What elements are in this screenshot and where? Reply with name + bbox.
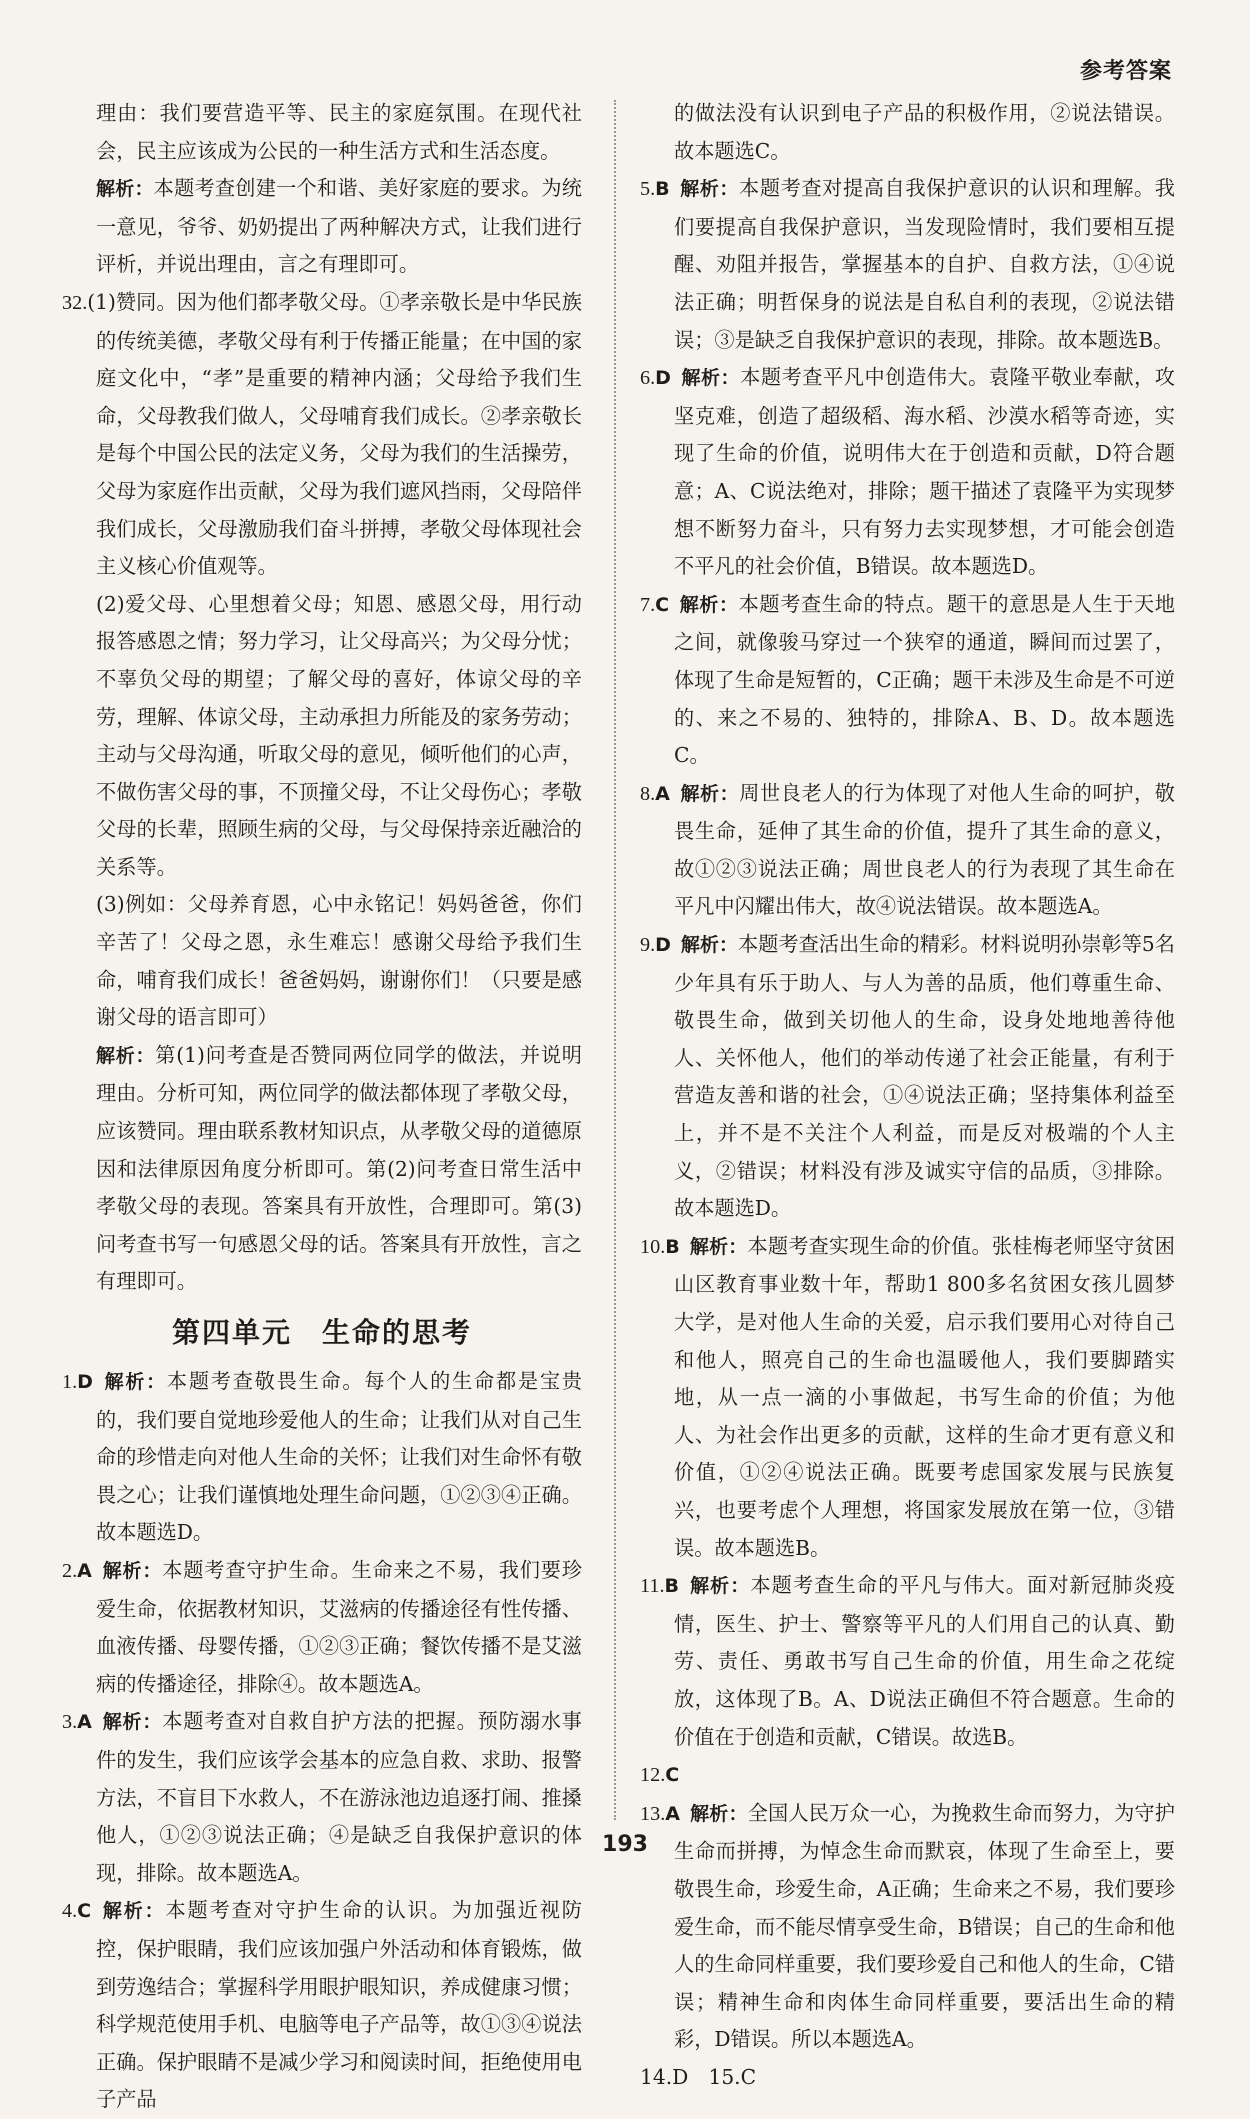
analysis-label: 解析： — [96, 178, 154, 201]
analysis-label: 解析： — [689, 1802, 748, 1825]
item-text: 本题考查对提高自我保护意识的认识和理解。我们要提高自我保护意识，当发现险情时，我们要相互提醒、劝阻并报告，掌握基本的自护、自救方法，①④说法正确；明哲保身的说法是自私自利的表现，②说法错误；③是缺乏自我保护意识的表现，排除。故本题选B。 — [674, 176, 1175, 352]
paragraph-reason: 理由：我们要营造平等、民主的家庭氛围。在现代社会，民主应该成为公民的一种生活方式和生活态度。 — [96, 101, 582, 163]
item-text: 本题考查对守护生命的认识。为加强近视防控，保护眼睛，我们应该加强户外活动和体育锻炼，做到劳逸结合；掌握科学用眼护眼知识，养成健康习惯；科学规范使用手机、电脑等电子产品等，故①③④说法正确。保护眼睛不是减少学习和阅读时间，拒绝使用电子产品 — [96, 1898, 582, 2112]
question-32-part2: (2)爱父母、心里想着父母；知恩、感恩父母，用行动报答感恩之情；努力学习，让父母高兴；为父母分忧；不辜负父母的期望；了解父母的喜好，体谅父母的辛劳，理解、体谅父母，主动承担力所能及的家务劳动；主动与父母沟通，听取父母的意见，倾听他们的心声，不做伤害父母的事，不顶撞父母，不让父母伤心；孝敬父母的长辈，照顾生病的父母，与父母保持亲近融洽的关系等。 — [96, 591, 582, 879]
answer-item — [640, 359, 1175, 586]
item-text: 本题考查实现生命的价值。张桂梅老师坚守贫困山区教育事业数十年，帮助1 800多名贫困女孩儿圆梦大学，是对他人生命的关爱，启示我们要用心对待自己和他人，照亮自己的生命也温暖他人，我们要脚踏实地，从一点一滴的小事做起，书写生命的价值；为他人、为社会作出更多的贡献，这样的生命才更有意义和价值，①②④说法正确。既要考虑国家发展与民族复兴，也要考虑个人理想，将国家发展放在第一位，③错误。故本题选B。 — [674, 1233, 1175, 1560]
item-number: 8. — [640, 782, 656, 805]
item-number: 4. — [62, 1900, 78, 1923]
item-text: 本题考查对自救自护方法的把握。预防溺水事件的发生，我们应该学会基本的应急自救、求助、报警方法，不盲目下水救人，不在游泳池边追逐打闹、推搡他人，①②③说法正确；④是缺乏自我保护意识的体现，排除。故本题选A。 — [96, 1709, 582, 1885]
item-answer: B — [655, 178, 670, 201]
analysis-label: 解析： — [680, 367, 741, 390]
item-text: 本题考查守护生命。生命来之不易，我们要珍爱生命，依据教材知识，艾滋病的传播途径有性传播、血液传播、母婴传播，①②③正确；餐饮传播不是艾滋病的传播途径，排除④。故本题选A。 — [96, 1557, 582, 1696]
column-divider — [614, 100, 616, 1820]
item-answer: A — [77, 1711, 92, 1734]
analysis-label: 解析： — [689, 1235, 748, 1258]
item-number: 9. — [640, 934, 656, 957]
item-answer: B — [665, 1235, 680, 1258]
section-title: 第四单元 生命的思考 — [171, 1316, 472, 1349]
analysis-label: 解析： — [679, 178, 740, 201]
analysis-label: 解析： — [101, 1711, 163, 1734]
item-number: 12. — [640, 1764, 666, 1787]
item-number: 2. — [62, 1559, 78, 1582]
question-32-analysis — [62, 1037, 582, 1301]
item-answer: C — [77, 1900, 92, 1923]
analysis-text: 本题考查创建一个和谐、美好家庭的要求。为统一意见，爷爷、奶奶提出了两种解决方式，让我们进行评析，并说出理由，言之有理即可。 — [96, 176, 582, 277]
question-text: (1)赞同。因为他们都孝敬父母。①孝亲敬长是中华民族的传统美德，孝敬父母有利于传播正能量；在中国的家庭文化中，“孝”是重要的精神内涵；父母给予我们生命，父母教我们做人，父母哺育我们成长。②孝亲敬长是每个中国公民的法定义务，父母为我们的生活操劳，父母为家庭作出贡献，父母为我们遮风挡雨，父母陪伴我们成长，父母激励我们奋斗拼搏，孝敬父母体现社会主义核心价值观等。 — [87, 289, 582, 579]
item-number: 1. — [62, 1371, 78, 1393]
item-answer: D — [655, 367, 671, 390]
item-number: 6. — [640, 367, 656, 390]
answer-item — [62, 1552, 582, 1703]
right-column — [640, 95, 1175, 2096]
paragraph-analysis-31 — [62, 170, 582, 284]
item-text: 周世良老人的行为体现了对他人生命的呵护，敬畏生命，延伸了其生命的价值，提升了其生命的意义，故①②③说法正确；周世良老人的行为表现了其生命在平凡中闪耀出伟大，故④说法错误。故本题选A。 — [674, 780, 1175, 919]
item-text: 全国人民万众一心，为挽救生命而努力，为守护生命而拼搏，为悼念生命而默哀，体现了生命至上，要敬畏生命，珍爱生命，A正确；生命来之不易，我们要珍爱生命，而不能尽情享受生命，B错误；自己的生命和他人的生命同样重要，我们要珍爱自己和他人的生命，C错误；精神生命和肉体生命同样重要，要活出生命的精彩，D错误。所以本题选A。 — [674, 1800, 1175, 2052]
item-answer: B — [664, 1575, 679, 1598]
left-answer-list — [62, 1363, 582, 2119]
item-text: 本题考查生命的特点。题干的意思是人生于天地之间，就像骏马穿过一个狭窄的通道，瞬间而过罢了，体现了生命是短暂的，C正确；题干未涉及生命是不可逆的、来之不易的、独特的，排除A、B、D。故本题选C。 — [674, 591, 1175, 768]
header-title: 参考答案 — [1079, 59, 1172, 84]
analysis-label: 解析： — [101, 1559, 163, 1582]
item-answer: D — [655, 934, 671, 957]
answer-item — [62, 1892, 582, 2119]
analysis-label: 解析： — [679, 593, 739, 616]
question-32-part3: (3)例如：父母养育恩，心中永铭记！妈妈爸爸，你们辛苦了！父母之恩，永生难忘！感谢父母给予我们生命，哺育我们成长！爸爸妈妈，谢谢你们！（只要是感谢父母的语言即可） — [96, 892, 582, 1030]
analysis-label: 解析： — [680, 934, 738, 957]
analysis-label: 解析： — [688, 1575, 751, 1598]
item-answer: C — [655, 593, 670, 616]
answer-item — [62, 1363, 582, 1552]
analysis-label: 解析： — [679, 782, 740, 805]
item-answer: C — [665, 1764, 680, 1787]
answer-item — [640, 775, 1175, 926]
item-text: 本题考查敬畏生命。每个人的生命都是宝贵的，我们要自觉地珍爱他人的生命；让我们从对自己生命的珍惜走向对他人生命的关怀；让我们对生命怀有敬畏之心；让我们谨慎地处理生命问题，①②③④正确。故本题选D。 — [96, 1369, 582, 1545]
item-answer: A — [665, 1802, 680, 1825]
item-answer: A — [77, 1559, 92, 1582]
page-number: 193 — [602, 1832, 648, 1857]
item-answer: A — [655, 782, 670, 805]
answer-item — [640, 1567, 1175, 1756]
analysis-label: 解析： — [101, 1900, 166, 1923]
item-number: 10. — [640, 1235, 666, 1258]
item-number: 11. — [640, 1575, 665, 1598]
item-number: 3. — [62, 1711, 78, 1734]
item-text: 本题考查生命的平凡与伟大。面对新冠肺炎疫情，医生、护士、警察等平凡的人们用自己的认真、勤劳、责任、勇敢书写自己生命的价值，用生命之花绽放，这体现了B。A、D说法正确但不符合题意。生命的价值在于创造和贡献，C错误。故选B。 — [674, 1573, 1175, 1749]
analysis-label: 解析： — [96, 1044, 156, 1067]
analysis-label: 解析： — [102, 1371, 167, 1393]
item-number: 5. — [640, 178, 656, 201]
item-number: 13. — [640, 1802, 666, 1825]
answer-item — [640, 586, 1175, 775]
answer-item — [62, 1703, 582, 1892]
answer-line-final: 14.D 15.C — [640, 2064, 757, 2089]
question-number: 32. — [62, 291, 88, 314]
answer-item — [640, 1228, 1175, 1567]
left-column — [62, 95, 582, 2119]
answer-item — [640, 1756, 1175, 1795]
analysis-text: 第(1)问考查是否赞同两位同学的做法，并说明理由。分析可知，两位同学的做法都体现了孝敬父母，应该赞同。理由联系教材知识点，从孝敬父母的道德原因和法律原因角度分析即可。第(2)问考查日常生活中孝敬父母的表现。答案具有开放性，合理即可。第(3)问考查书写一句感恩父母的话。答案具有开放性，言之有理即可。 — [96, 1042, 582, 1294]
item-text: 本题考查平凡中创造伟大。袁隆平敬业奉献，攻坚克难，创造了超级稻、海水稻、沙漠水稻等奇迹，实现了生命的价值，说明伟大在于创造和贡献，D符合题意；A、C说法绝对，排除；题干描述了袁隆平为实现梦想不断努力奋斗，只有努力去实现梦想，才可能会创造不平凡的社会价值，B错误。故本题选D。 — [674, 365, 1175, 579]
question-32-part1 — [62, 284, 582, 586]
item-text: 本题考查活出生命的精彩。材料说明孙崇彰等5名少年具有乐于助人、与人为善的品质，他们尊重生命、敬畏生命，做到关切他人的生命，设身处地地善待他人、关怀他人，他们的举动传递了社会正能量，有利于营造友善和谐的社会，①④说法正确；坚持集体利益至上，并不是不关注个人利益，而是反对极端的个人主义，②错误；材料没有涉及诚实守信的品质，③排除。故本题选D。 — [674, 932, 1175, 1221]
item-number: 7. — [640, 593, 656, 616]
item-answer: D — [77, 1371, 93, 1393]
continued-text: 的做法没有认识到电子产品的积极作用，②说法错误。故本题选C。 — [674, 101, 1175, 163]
answer-item — [640, 170, 1175, 359]
answer-item — [640, 926, 1175, 1228]
